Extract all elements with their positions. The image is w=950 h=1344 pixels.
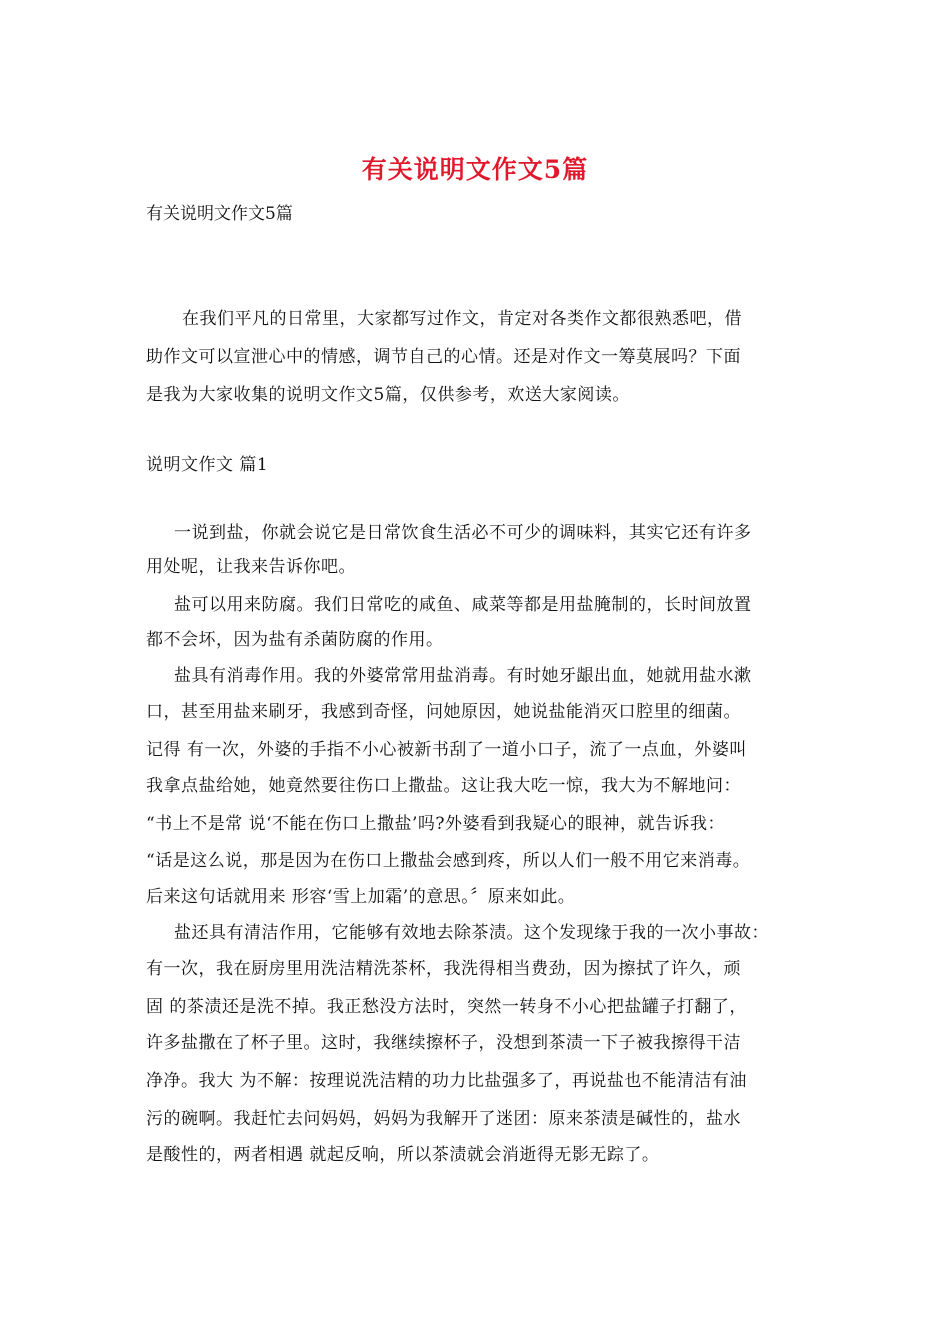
section-heading: 说明文作文 篇1 (146, 455, 269, 475)
body-line: 盐可以用来防腐。我们日常吃的咸鱼、咸菜等都是用盐腌制的，长时间放置 (174, 595, 752, 615)
document-title: 有关说明文作文5篇 (361, 155, 589, 184)
body-line: 有一次，我在厨房里用洗洁精洗茶杯，我洗得相当费劲，因为擦拭了许久，顽 (146, 959, 741, 979)
document-subtitle: 有关说明文作文5篇 (146, 204, 293, 224)
body-line: 后来这句话就用来 形容‘雪上加霜’的意思。〞原来如此。 (146, 887, 576, 907)
body-line: 盐还具有清洁作用，它能够有效地去除茶渍。这个发现缘于我的一次小事故： (174, 923, 769, 943)
body-line: “话是这么说，那是因为在伤口上撒盐会感到疼，所以人们一般不用它来消毒。 (146, 851, 751, 871)
body-line: 是酸性的，两者相遇 就起反响，所以茶渍就会消逝得无影无踪了。 (146, 1145, 660, 1165)
body-line: “书上不是常 说‘不能在伤口上撒盐’吗?外婆看到我疑心的眼神，就告诉我： (146, 814, 726, 834)
body-line: 记得 有一次，外婆的手指不小心被新书刮了一道小口子，流了一点血，外婆叫 (146, 740, 747, 760)
body-line: 都不会坏，因为盐有杀菌防腐的作用。 (146, 630, 444, 650)
body-line: 固 的茶渍还是洗不掉。我正愁没方法时，突然一转身不小心把盐罐子打翻了， (146, 997, 747, 1017)
intro-line: 在我们平凡的日常里，大家都写过作文，肯定对各类作文都很熟悉吧，借 (182, 309, 742, 329)
intro-line: 是我为大家收集的说明文作文5篇，仅供参考，欢送大家阅读。 (146, 385, 630, 405)
body-line: 净净。我大 为不解：按理说洗洁精的功力比盐强多了，再说盐也不能清洁有油 (146, 1071, 747, 1091)
body-line: 口，甚至用盐来刷牙，我感到奇怪，问她原因，她说盐能消灭口腔里的细菌。 (146, 702, 741, 722)
body-line: 污的碗啊。我赶忙去问妈妈，妈妈为我解开了迷团：原来茶渍是碱性的，盐水 (146, 1109, 741, 1129)
body-line: 用处呢，让我来告诉你吧。 (146, 557, 356, 577)
body-line: 我拿点盐给她，她竟然要往伤口上撒盐。这让我大吃一惊，我大为不解地问： (146, 776, 741, 796)
body-line: 盐具有消毒作用。我的外婆常常用盐消毒。有时她牙龈出血，她就用盐水漱 (174, 666, 752, 686)
body-line: 许多盐撒在了杯子里。这时，我继续擦杯子，没想到茶渍一下子被我擦得干洁 (146, 1033, 741, 1053)
intro-line: 助作文可以宣泄心中的情感，调节自己的心情。还是对作文一筹莫展吗？下面 (146, 347, 741, 367)
body-line: 一说到盐，你就会说它是日常饮食生活必不可少的调味料，其实它还有许多 (174, 523, 752, 543)
